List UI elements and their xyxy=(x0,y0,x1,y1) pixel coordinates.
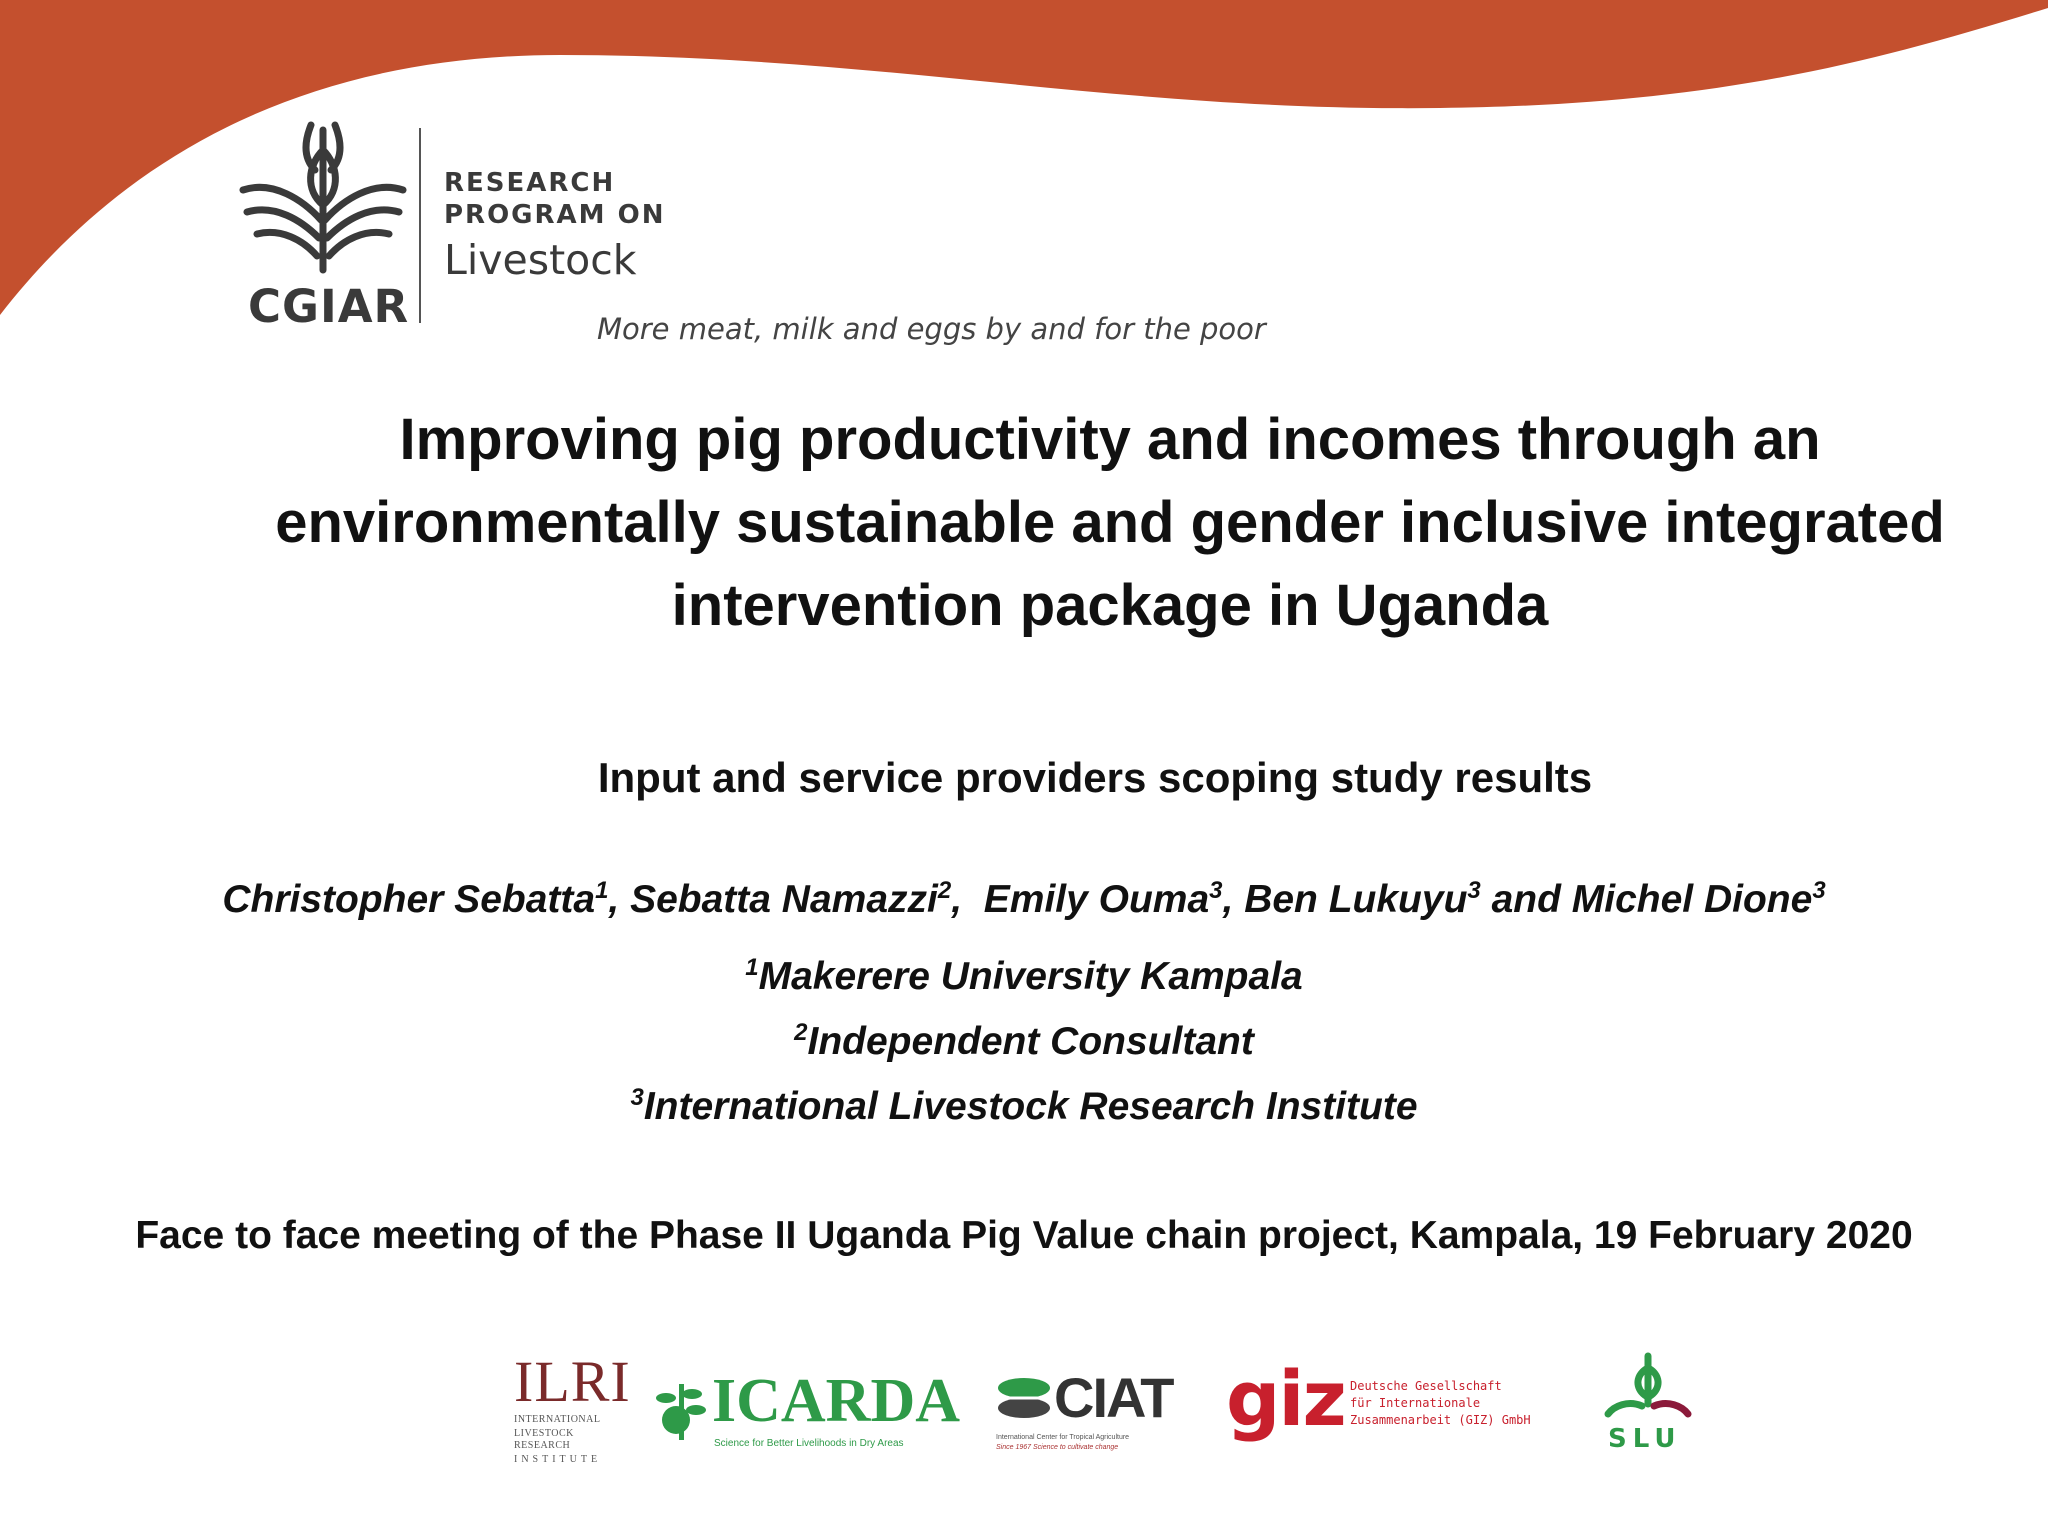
author-superscript: 3 xyxy=(1209,877,1223,904)
ciat-subtext: International Center for Tropical Agriculture xyxy=(996,1434,1130,1441)
giz-line: Deutsche Gesellschaft xyxy=(1350,1379,1502,1393)
affiliation-item xyxy=(0,1009,2048,1074)
ciat-tagline: Since 1967 Science to cultivate change xyxy=(996,1444,1119,1451)
author-superscript: 3 xyxy=(1812,877,1826,904)
author-name: Emily Ouma xyxy=(983,878,1210,921)
author-separator: , xyxy=(608,878,631,921)
icarda-wordmark: ICARDA xyxy=(712,1367,960,1435)
slu-wordmark: SLU xyxy=(1608,1424,1682,1454)
author-list xyxy=(0,878,2048,922)
affiliation-superscript: 2 xyxy=(794,1019,808,1046)
affiliation-list xyxy=(0,944,2048,1139)
giz-line: für Internationale xyxy=(1350,1396,1481,1410)
program-line-1: RESEARCH xyxy=(444,168,616,198)
author-name: Ben Lukuyu xyxy=(1244,878,1468,921)
ilri-subtext: INSTITUTE xyxy=(514,1454,602,1465)
author-separator: , xyxy=(1222,878,1245,921)
ciat-wordmark: CIAT xyxy=(1054,1366,1173,1429)
cgiar-wordmark: CGIAR xyxy=(248,280,410,333)
program-line-2: PROGRAM ON xyxy=(444,200,666,230)
presentation-subtitle: Input and service providers scoping study results xyxy=(597,754,1593,801)
author-superscript: 3 xyxy=(1467,877,1481,904)
author-name: Sebatta Namazzi xyxy=(630,878,938,921)
affiliation-name: Independent Consultant xyxy=(807,1020,1254,1063)
ilri-logo xyxy=(514,1349,631,1466)
author-superscript: 1 xyxy=(595,877,609,904)
wheat-emblem-icon xyxy=(233,120,413,275)
affiliation-name: International Livestock Research Institute xyxy=(643,1085,1418,1128)
slu-plant-icon xyxy=(1598,1348,1698,1428)
giz-subtext xyxy=(1350,1378,1531,1429)
affiliation-item xyxy=(0,1074,2048,1139)
giz-line: Zusammenarbeit (GIZ) GmbH xyxy=(1350,1413,1531,1427)
affiliation-superscript: 3 xyxy=(630,1084,644,1111)
giz-wordmark: giz xyxy=(1226,1354,1345,1443)
cgiar-logo xyxy=(228,120,418,333)
author-superscript: 2 xyxy=(937,877,952,904)
ilri-subtext: LIVESTOCK RESEARCH xyxy=(514,1428,574,1451)
meeting-info: Face to face meeting of the Phase II Uganda Pig Value chain project, Kampala, 19 February 2020 xyxy=(135,1214,1913,1257)
icarda-plant-icon xyxy=(652,1380,710,1442)
tagline: More meat, milk and eggs by and for the poor xyxy=(597,312,1266,346)
author-name: Christopher Sebatta xyxy=(222,878,596,921)
affiliation-superscript: 1 xyxy=(745,954,759,981)
ilri-subtext: INTERNATIONAL xyxy=(514,1414,601,1425)
affiliation-item xyxy=(0,944,2048,1009)
ciat-leaf-icon xyxy=(996,1374,1052,1424)
author-name: Michel Dione xyxy=(1571,878,1813,921)
ilri-wordmark: ILRI xyxy=(514,1349,631,1414)
author-separator: and xyxy=(1480,878,1572,921)
presentation-title: Improving pig productivity and incomes through an environmentally sustainable and gender inclusive integrated intervention package in Uganda xyxy=(275,407,1945,638)
author-separator: , xyxy=(951,878,984,921)
program-name: Livestock xyxy=(444,236,637,284)
logo-divider xyxy=(419,128,421,323)
icarda-tagline: Science for Better Livelihoods in Dry Areas xyxy=(714,1438,904,1449)
affiliation-name: Makerere University Kampala xyxy=(758,955,1303,998)
